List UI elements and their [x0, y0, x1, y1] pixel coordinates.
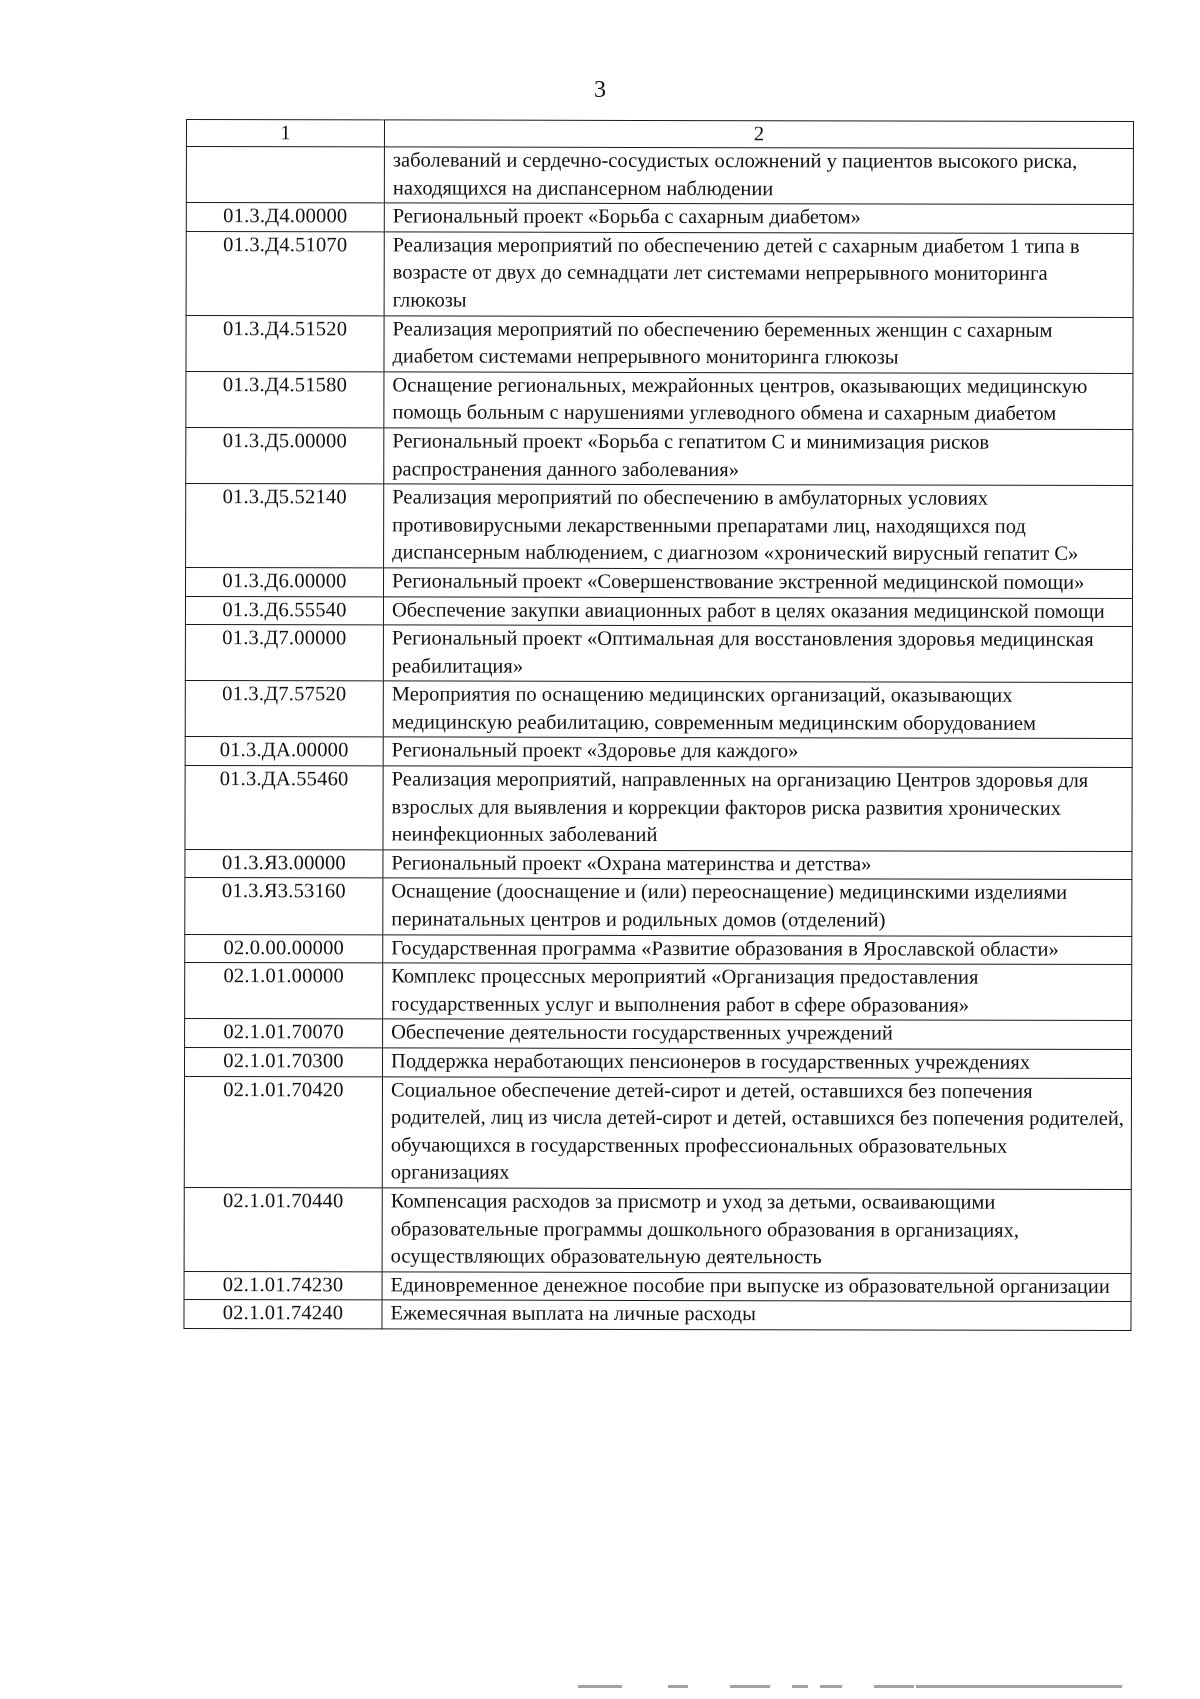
scan-artifact-line — [668, 1685, 688, 1688]
table-row — [186, 203, 1133, 234]
table-row — [185, 878, 1132, 936]
table-row — [186, 315, 1133, 373]
table-row — [184, 1271, 1131, 1302]
row-name-cell: Реализация мероприятий, направленных на организацию Центров здоровья для взрослых для выявления и коррекции факторов риска развития хронических неинфекционных заболеваний — [383, 766, 1132, 851]
row-code-cell: 02.1.01.00000 — [185, 963, 383, 1020]
scan-artifact-line — [820, 1685, 842, 1688]
table-row — [185, 681, 1132, 739]
row-name-cell: Оснащение региональных, межрайонных центров, оказывающих медицинскую помощь больным с нарушениями углеводного обмена и сахарным диабетом — [384, 372, 1133, 430]
row-name-cell: Реализация мероприятий по обеспечению беременных женщин с сахарным диабетом системами непрерывного мониторинга глюкозы — [384, 315, 1133, 373]
table-row — [186, 427, 1133, 485]
row-name-cell: Поддержка неработающих пенсионеров в государственных учреждениях — [382, 1048, 1131, 1078]
table-body — [184, 147, 1133, 1331]
row-code-cell: 01.3.Д7.57520 — [185, 681, 383, 738]
table-row — [186, 567, 1133, 598]
row-code-cell: 01.3.Д4.51520 — [186, 315, 384, 372]
row-code-cell: 02.1.01.70440 — [184, 1187, 382, 1271]
scan-artifact-line — [578, 1685, 622, 1688]
table-row — [185, 766, 1132, 852]
row-code-cell: 01.3.Д5.52140 — [186, 484, 384, 568]
column-header-name: 2 — [384, 120, 1133, 149]
table-row — [185, 963, 1132, 1021]
row-name-cell: Региональный проект «Оптимальная для восстановления здоровья медицинская реабилитация» — [383, 625, 1132, 683]
row-name-cell: Реализация мероприятий по обеспечению детей с сахарным диабетом 1 типа в возрасте от двух до семнадцати лет системами непрерывного мониторинга глюкозы — [384, 232, 1133, 317]
row-code-cell: 01.3.Д4.00000 — [186, 203, 384, 232]
table-row — [186, 147, 1133, 205]
row-name-cell: Мероприятия по оснащению медицинских организаций, оказывающих медицинскую реабилитацию, современным медицинским оборудованием — [383, 681, 1132, 739]
row-code-cell: 01.3.Д7.00000 — [185, 625, 383, 682]
page-number: 3 — [594, 77, 606, 103]
budget-classification-table — [183, 119, 1134, 1331]
row-name-cell: Обеспечение деятельности государственных учреждений — [383, 1019, 1132, 1049]
table-row — [186, 484, 1133, 570]
row-code-cell: 01.3.Я3.53160 — [185, 878, 383, 935]
table-header-row — [186, 120, 1133, 149]
column-header-code: 1 — [186, 120, 384, 147]
row-code-cell: 02.1.01.74240 — [184, 1300, 382, 1329]
table-row — [185, 1019, 1132, 1050]
row-name-cell: заболеваний и сердечно-сосудистых осложнений у пациентов высокого риска, находящихся на диспансерном наблюдении — [384, 147, 1133, 205]
row-code-cell: 01.3.ДА.00000 — [185, 737, 383, 766]
scan-artifact-line — [874, 1685, 914, 1688]
table-row — [184, 1047, 1131, 1078]
row-code-cell: 02.0.00.00000 — [185, 934, 383, 963]
scan-artifact-line — [730, 1685, 770, 1688]
row-code-cell: 02.1.01.70420 — [184, 1076, 382, 1188]
row-code-cell: 01.3.Д4.51580 — [186, 371, 384, 428]
row-name-cell: Региональный проект «Борьба с сахарным диабетом» — [384, 203, 1133, 233]
row-code-cell: 01.3.Я3.00000 — [185, 849, 383, 878]
row-name-cell: Региональный проект «Борьба с гепатитом С и минимизация рисков распространения данного заболевания» — [384, 428, 1133, 486]
table-row — [186, 371, 1133, 429]
table-row — [184, 1300, 1131, 1331]
row-name-cell: Оснащение (дооснащение и (или) переоснащение) медицинскими изделиями перинатальных центров и родильных домов (отделений) — [383, 878, 1132, 936]
scan-artifact-line — [792, 1685, 808, 1688]
row-name-cell: Региональный проект «Охрана материнства и детства» — [383, 850, 1132, 880]
table-row — [185, 849, 1132, 880]
row-name-cell: Региональный проект «Совершенствование экстренной медицинской помощи» — [384, 568, 1133, 598]
row-code-cell: 02.1.01.70070 — [185, 1019, 383, 1048]
table-row — [185, 596, 1132, 627]
row-code-cell — [186, 147, 384, 204]
table-row — [184, 1187, 1131, 1273]
row-name-cell: Комплекс процессных мероприятий «Организация предоставления государственных услуг и выполнения работ в сфере образования» — [383, 963, 1132, 1021]
row-code-cell: 01.3.Д5.00000 — [186, 427, 384, 484]
row-name-cell: Реализация мероприятий по обеспечению в амбулаторных условиях противовирусными лекарственными препаратами лиц, находящихся под диспансерным наблюдением, с диагнозом «хронический вирусный гепатит С» — [384, 484, 1133, 569]
table-row — [186, 231, 1133, 317]
row-name-cell: Компенсация расходов за присмотр и уход за детьми, осваивающими образовательные программы дошкольного образования в организациях, осуществляющих образовательную деятельность — [382, 1188, 1131, 1273]
row-code-cell: 02.1.01.74230 — [184, 1271, 382, 1300]
table-row — [184, 1076, 1131, 1189]
row-name-cell: Государственная программа «Развитие образования в Ярославской области» — [383, 935, 1132, 965]
row-name-cell: Социальное обеспечение детей-сирот и детей, оставшихся без попечения родителей, лиц из числа детей-сирот и детей, оставшихся без попечения родителей, обучающихся в государственных профессиональных образовательных организациях — [382, 1077, 1131, 1190]
row-code-cell: 01.3.Д6.55540 — [185, 596, 383, 625]
row-name-cell: Обеспечение закупки авиационных работ в целях оказания медицинской помощи — [383, 596, 1132, 626]
row-name-cell: Ежемесячная выплата на личные расходы — [382, 1300, 1131, 1330]
scan-artifact-line — [916, 1685, 1122, 1688]
table-row — [185, 625, 1132, 683]
table-row — [185, 934, 1132, 965]
row-code-cell: 01.3.Д4.51070 — [186, 231, 384, 315]
row-code-cell: 02.1.01.70300 — [184, 1047, 382, 1076]
row-code-cell: 01.3.ДА.55460 — [185, 766, 383, 850]
row-name-cell: Региональный проект «Здоровье для каждого» — [383, 737, 1132, 767]
table-row — [185, 737, 1132, 768]
row-code-cell: 01.3.Д6.00000 — [186, 567, 384, 596]
row-name-cell: Единовременное денежное пособие при выпуске из образовательной организации — [382, 1272, 1131, 1302]
